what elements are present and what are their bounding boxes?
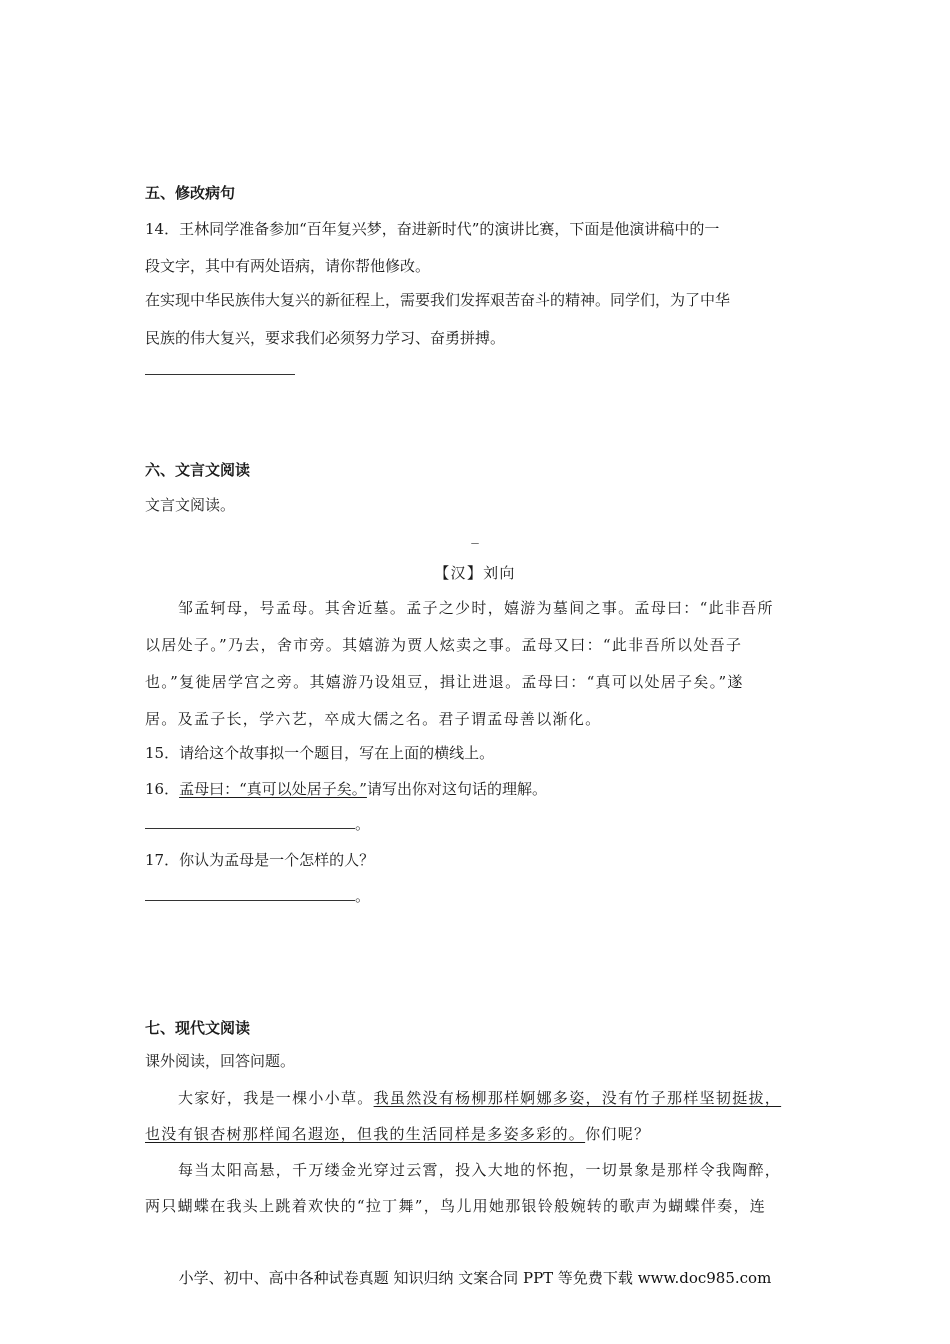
- q14-line2: 段文字，其中有两处语病，请你帮他修改。: [145, 257, 431, 275]
- section6-heading: 六、文言文阅读: [145, 461, 251, 479]
- q16-quote: 孟母曰：“真可以处居子矣。”: [179, 780, 367, 798]
- modern-p1-line2: [145, 1123, 650, 1144]
- p1-opening: 大家好，我是一棵小小草。: [178, 1089, 374, 1107]
- p1-underlined-a: 我虽然没有杨柳那样婀娜多姿，没有竹子那样坚韧挺拔，: [373, 1089, 782, 1107]
- p1-underlined-b: 也没有银杏树那样闻名遐迩，但我的生活同样是多姿多彩的。: [145, 1125, 586, 1143]
- question-15: 15．请给这个故事拟一个题目，写在上面的横线上。: [145, 744, 495, 762]
- modern-p2-line2: 两只蝴蝶在我头上跳着欢快的“拉丁舞”，鸟儿用她那银铃般婉转的歌声为蝴蝶伴奏，连: [145, 1197, 767, 1215]
- q16-prompt: 请写出你对这句话的理解。: [366, 780, 547, 798]
- q16-number: 16．: [145, 780, 180, 798]
- author-line: 【汉】刘向: [434, 564, 516, 582]
- q16-period: 。: [355, 815, 371, 833]
- q17-period: 。: [355, 887, 371, 905]
- answer-line-q16[interactable]: [145, 813, 370, 834]
- passage5-line2: 民族的伟大复兴，要求我们必须努力学习、奋勇拼搏。: [145, 329, 506, 347]
- page-footer: 小学、初中、高中各种试卷真题 知识归纳 文案合同 PPT 等免费下载 www.doc985.com: [178, 1269, 772, 1287]
- classical-text-line4: 居。及孟子长，学六艺，卒成大儒之名。君子谓孟母善以渐化。: [145, 710, 602, 728]
- section6-intro: 文言文阅读。: [145, 496, 236, 514]
- answer-line-q14[interactable]: [145, 361, 295, 379]
- q14-line1: 14．王林同学准备参加“百年复兴梦，奋进新时代”的演讲比赛，下面是他演讲稿中的一: [145, 220, 720, 238]
- question-17: 17．你认为孟母是一个怎样的人？: [145, 851, 375, 869]
- title-blank[interactable]: _: [471, 526, 479, 544]
- classical-text-line1: 邹孟轲母，号孟母。其舍近墓。孟子之少时，嬉游为墓间之事。孟母曰：“此非吾所: [178, 599, 774, 617]
- section7-intro: 课外阅读，回答问题。: [145, 1052, 296, 1070]
- section7-heading: 七、现代文阅读: [145, 1019, 251, 1037]
- section5-heading: 五、修改病句: [145, 184, 236, 202]
- modern-p1-line1: [178, 1087, 781, 1108]
- passage5-line1: 在实现中华民族伟大复兴的新征程上，需要我们发挥艰苦奋斗的精神。同学们，为了中华: [145, 291, 731, 309]
- question-16: [145, 778, 547, 799]
- p1-closing: 你们呢？: [585, 1125, 651, 1143]
- answer-line-q17[interactable]: [145, 885, 370, 906]
- classical-text-line3: 也。”复徙居学宫之旁。其嬉游乃设俎豆，揖让进退。孟母曰：“真可以处居子矣。”遂: [145, 673, 744, 691]
- modern-p2-line1: 每当太阳高悬，千万缕金光穿过云霄，投入大地的怀抱，一切景象是那样令我陶醉，: [178, 1161, 782, 1179]
- classical-text-line2: 以居处子。”乃去，舍市旁。其嬉游为贾人炫卖之事。孟母又曰：“此非吾所以处吾子: [145, 636, 743, 654]
